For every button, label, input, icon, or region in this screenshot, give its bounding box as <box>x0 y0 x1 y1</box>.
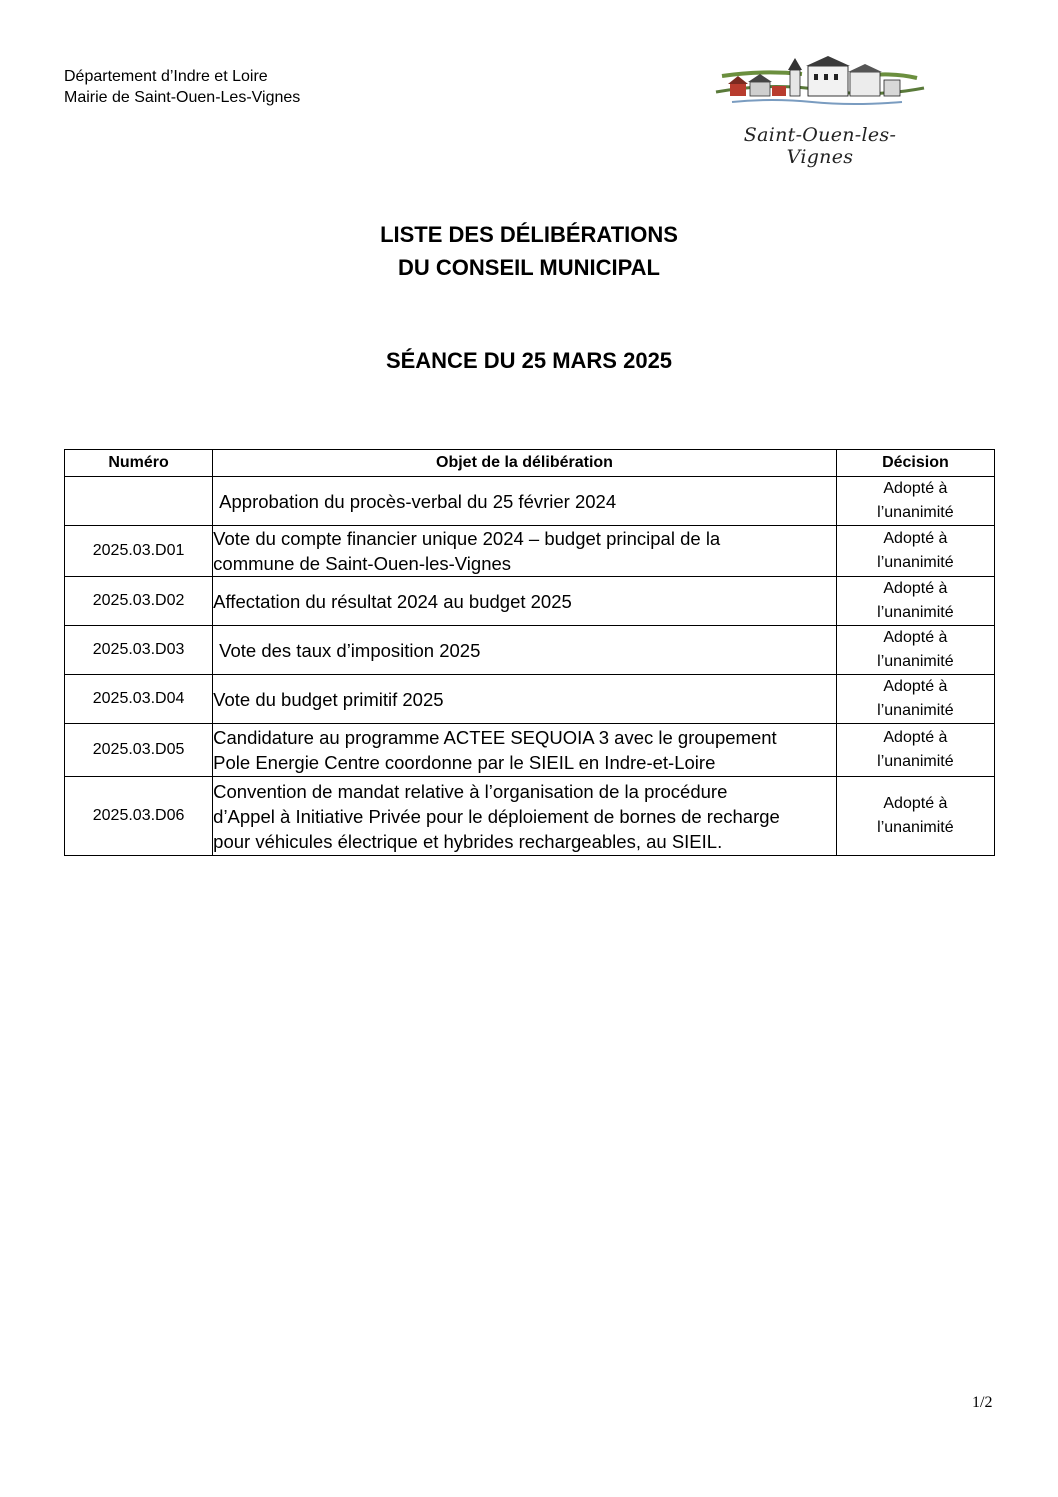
decision-line: l’unanimité <box>877 604 954 621</box>
objet-line: Vote du compte financier unique 2024 – budget principal de la <box>213 528 721 549</box>
decision-line: Adopté à <box>883 795 948 812</box>
table-row <box>65 675 995 724</box>
row-numero <box>65 477 213 526</box>
department-line: Département d’Indre et Loire <box>64 68 268 85</box>
decision-line: l’unanimité <box>877 702 954 719</box>
session-title: SÉANCE DU 25 MARS 2025 <box>385 348 673 373</box>
decision-line: l’unanimité <box>877 653 954 670</box>
row-objet <box>213 477 837 526</box>
table-row <box>65 724 995 777</box>
row-decision <box>836 477 994 526</box>
objet-line: Approbation du procès-verbal du 25 février 2024 <box>219 490 617 512</box>
document-header <box>64 66 300 108</box>
objet-line: Vote des taux d’imposition 2025 <box>219 639 481 661</box>
decision-line: Adopté à <box>883 480 948 497</box>
deliberations-table <box>64 449 995 856</box>
objet-line: Affectation du résultat 2024 au budget 2025 <box>213 590 572 612</box>
row-decision <box>836 577 994 626</box>
decision-line: Adopté à <box>883 729 948 746</box>
table-row <box>65 526 995 577</box>
row-numero: 2025.03.D03 <box>65 626 213 675</box>
row-objet <box>213 777 837 856</box>
objet-line: Candidature au programme ACTEE SEQUOIA 3 avec le groupement <box>213 727 777 748</box>
decision-line: l’unanimité <box>877 819 954 836</box>
header-objet: Objet de la délibération <box>213 450 837 477</box>
decision-line: l’unanimité <box>877 504 954 521</box>
decision-line: Adopté à <box>883 678 948 695</box>
decision-line: Adopté à <box>883 629 948 646</box>
decision-line: l’unanimité <box>877 753 954 770</box>
table-row <box>65 577 995 626</box>
header-decision: Décision <box>836 450 994 477</box>
row-numero: 2025.03.D06 <box>65 777 213 856</box>
header-numero: Numéro <box>65 450 213 477</box>
row-objet <box>213 577 837 626</box>
row-numero: 2025.03.D05 <box>65 724 213 777</box>
document-title <box>0 218 1058 284</box>
row-numero: 2025.03.D01 <box>65 526 213 577</box>
objet-line: Convention de mandat relative à l’organisation de la procédure <box>213 780 728 802</box>
row-objet <box>213 626 837 675</box>
decision-line: Adopté à <box>883 580 948 597</box>
village-drawing-icon <box>712 52 928 112</box>
logo-caption: Saint-Ouen-les-Vignes <box>743 124 897 168</box>
municipal-logo <box>712 52 928 168</box>
table-row <box>65 477 995 526</box>
decision-line: Adopté à <box>883 530 948 547</box>
row-decision <box>836 777 994 856</box>
row-decision <box>836 724 994 777</box>
page-number: 1/2 <box>972 1394 993 1411</box>
objet-line: commune de Saint-Ouen-les-Vignes <box>213 553 512 574</box>
objet-line: Pole Energie Centre coordonne par le SIEIL en Indre-et-Loire <box>213 752 716 773</box>
title-line-2: DU CONSEIL MUNICIPAL <box>398 255 660 280</box>
objet-line: d’Appel à Initiative Privée pour le déploiement de bornes de recharge <box>213 805 780 827</box>
row-numero: 2025.03.D04 <box>65 675 213 724</box>
row-decision <box>836 626 994 675</box>
row-objet <box>213 675 837 724</box>
objet-line: pour véhicules électrique et hybrides rechargeables, au SIEIL. <box>213 830 723 852</box>
objet-line: Vote du budget primitif 2025 <box>213 688 444 710</box>
title-line-1: LISTE DES DÉLIBÉRATIONS <box>380 222 678 247</box>
row-objet <box>213 724 837 777</box>
row-numero: 2025.03.D02 <box>65 577 213 626</box>
row-decision <box>836 675 994 724</box>
row-objet <box>213 526 837 577</box>
table-row <box>65 626 995 675</box>
mairie-line: Mairie de Saint-Ouen-Les-Vignes <box>64 89 301 106</box>
table-row <box>65 777 995 856</box>
decision-line: l’unanimité <box>877 554 954 571</box>
table-header-row <box>65 450 995 477</box>
row-decision <box>836 526 994 577</box>
